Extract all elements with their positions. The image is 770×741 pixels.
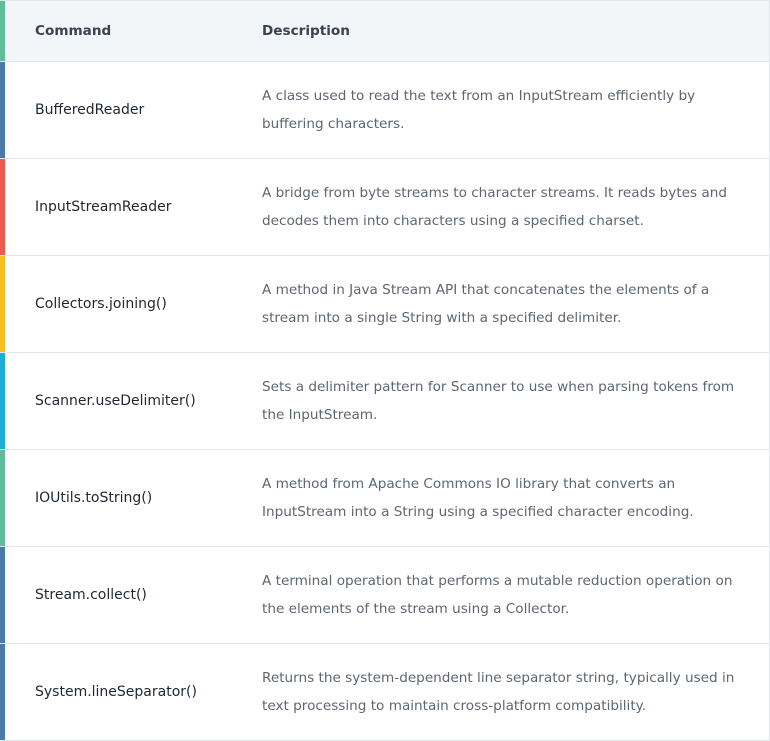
table-row <box>0 353 770 450</box>
description-cell <box>262 450 749 546</box>
table-row <box>0 256 770 353</box>
description-text: A bridge from byte streams to character streams. It reads bytes and decodes them into characters using a specified charset. <box>262 185 728 229</box>
row-accent-bar <box>0 159 5 255</box>
header-accent-bar <box>0 1 5 61</box>
table-header-row <box>0 0 770 62</box>
description-text: A method from Apache Commons IO library that converts an InputStream into a String using a specified character encoding. <box>262 476 694 520</box>
description-text: A terminal operation that performs a mutable reduction operation on the elements of the stream using a Collector. <box>262 573 733 617</box>
command-cell: Collectors.joining() <box>35 296 167 312</box>
description-cell <box>262 62 749 158</box>
row-accent-bar <box>0 450 5 546</box>
description-cell <box>262 159 749 255</box>
description-cell <box>262 353 749 449</box>
command-cell: InputStreamReader <box>35 199 172 215</box>
description-cell <box>262 644 749 740</box>
table-row <box>0 547 770 644</box>
command-cell: IOUtils.toString() <box>35 490 153 506</box>
table-row <box>0 159 770 256</box>
table-row <box>0 62 770 159</box>
header-description: Description <box>262 23 350 39</box>
table-row <box>0 644 770 741</box>
description-text: A method in Java Stream API that concatenates the elements of a stream into a single String with a specified delimiter. <box>262 282 710 326</box>
command-cell: Stream.collect() <box>35 587 147 603</box>
description-cell <box>262 256 749 352</box>
description-cell <box>262 547 749 643</box>
row-accent-bar <box>0 547 5 643</box>
table-row <box>0 450 770 547</box>
description-text: Sets a delimiter pattern for Scanner to use when parsing tokens from the InputStream. <box>262 379 735 423</box>
row-accent-bar <box>0 256 5 352</box>
description-text: Returns the system-dependent line separator string, typically used in text processing to maintain cross-platform compatibility. <box>262 670 735 714</box>
row-accent-bar <box>0 62 5 158</box>
header-command: Command <box>35 23 112 39</box>
row-accent-bar <box>0 353 5 449</box>
description-text: A class used to read the text from an InputStream efficiently by buffering characters. <box>262 88 696 132</box>
command-cell: System.lineSeparator() <box>35 684 197 700</box>
row-accent-bar <box>0 644 5 740</box>
command-cell: BufferedReader <box>35 102 145 118</box>
command-cell: Scanner.useDelimiter() <box>35 393 196 409</box>
